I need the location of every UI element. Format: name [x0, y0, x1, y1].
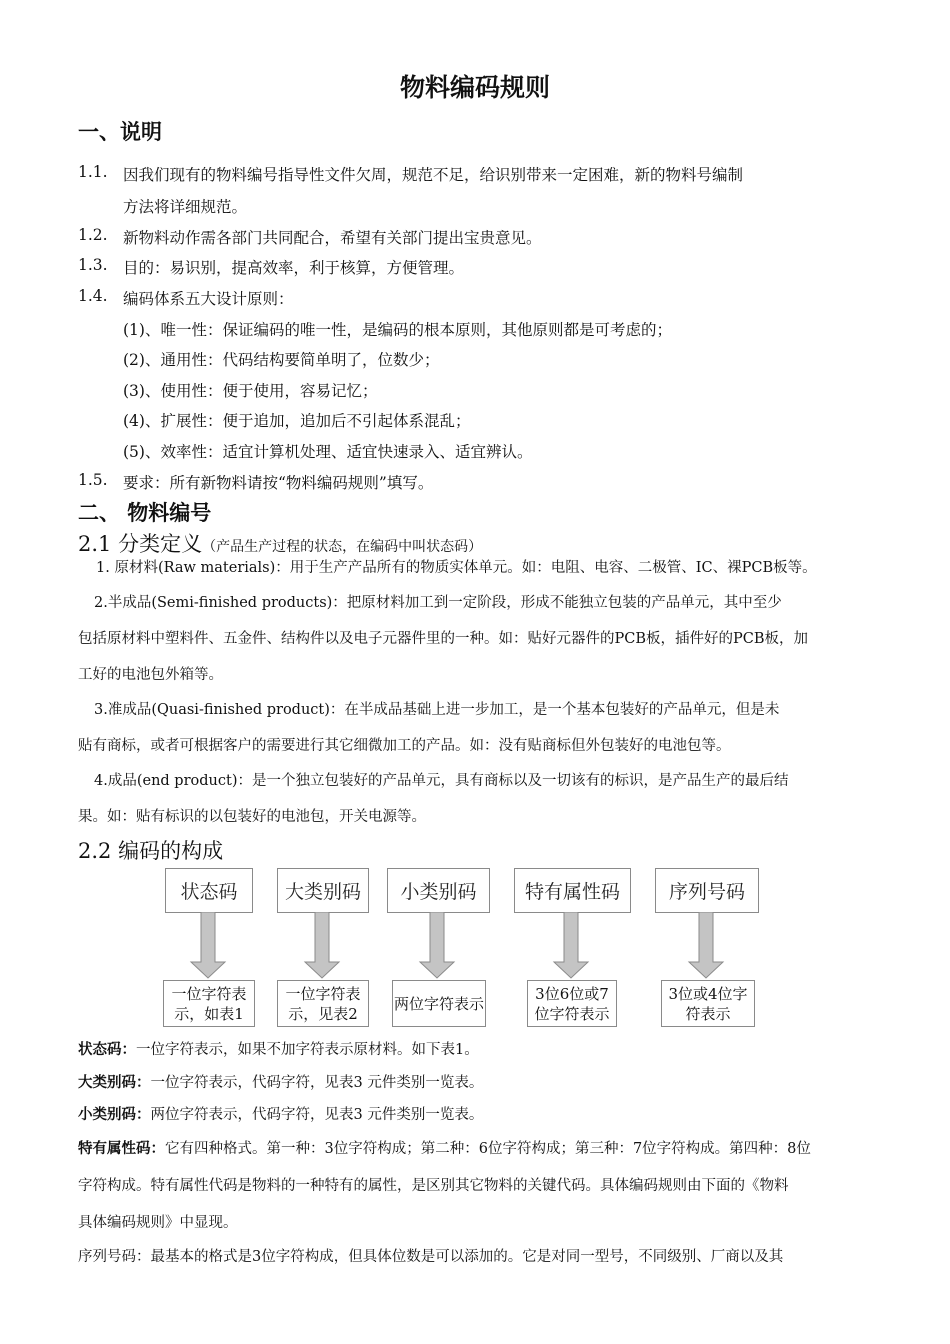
diagram-box-minor-category: 小类别码	[387, 868, 490, 913]
item-1-1-number: 1.1.	[78, 163, 108, 181]
item-1-2-number: 1.2.	[78, 226, 108, 244]
diagram-desc-serial-number: 3位或4位字符表示	[661, 980, 755, 1027]
definition-semi-finished-line3: 工好的电池包外箱等。	[78, 667, 223, 683]
code-attribute-line2: 字符构成。特有属性代码是物料的一种特有的属性，是区别其它物料的关键代码。具体编码规则由下面的《物料	[78, 1178, 789, 1194]
definition-quasi-finished-line2: 贴有商标，或者可根据客户的需要进行其它细微加工的产品。如：没有贴商标但外包装好的电池包等。	[78, 738, 731, 754]
item-1-3-number: 1.3.	[78, 256, 108, 274]
definition-semi-finished-line2: 包括原材料中塑料件、五金件、结构件以及电子元器件里的一种。如：贴好元器件的PCB板，插件好的PCB板，加	[78, 631, 809, 647]
subsection-2-1-note: （产品生产过程的状态，在编码中叫状态码）	[202, 539, 483, 555]
page-title: 物料编码规则	[399, 73, 550, 102]
definition-raw-material: 1. 原材料(Raw materials)：用于生产产品所有的物质实体单元。如：电阻、电容、二极管、IC、裸PCB板等。	[96, 560, 817, 576]
item-1-5-number: 1.5.	[78, 471, 108, 489]
code-status-text: 一位字符表示，如果不加字符表示原材料。如下表1。	[136, 1042, 479, 1058]
code-attribute-line1	[78, 1137, 811, 1158]
code-serial-line1: 序列号码：最基本的格式是3位字符构成，但具体位数是可以添加的。它是对同一型号，不同级别、厂商以及其	[78, 1249, 784, 1265]
definition-end-product-line2: 果。如：贴有标识的以包装好的电池包，开关电源等。	[78, 809, 426, 825]
code-status-label: 状态码：	[78, 1042, 136, 1058]
item-1-4-number: 1.4.	[78, 287, 108, 305]
diagram-arrow-5	[686, 912, 726, 980]
item-1-4-text: 编码体系五大设计原则：	[123, 290, 294, 308]
item-1-3-text: 目的：易识别，提高效率，利于核算，方便管理。	[123, 259, 465, 277]
definition-quasi-finished-line1: 3.准成品(Quasi-finished product)：在半成品基础上进一步加工，是一个基本包装好的产品单元，但是未	[94, 702, 780, 718]
diagram-desc-status-code: 一位字符表示，如表1	[163, 980, 255, 1027]
subsection-2-1-heading	[78, 528, 482, 558]
diagram-arrow-3	[417, 912, 457, 980]
definition-end-product-line1: 4.成品(end product)：是一个独立包装好的产品单元，具有商标以及一切该有的标识，是产品生产的最后结	[94, 773, 789, 789]
principle-2: (2)、通用性：代码结构要简单明了，位数少；	[123, 351, 440, 369]
item-1-5-text: 要求：所有新物料请按“物料编码规则”填写。	[123, 474, 434, 492]
code-major-category-label: 大类别码：	[78, 1075, 151, 1091]
section-2-heading: 二、 物料编号	[78, 501, 212, 525]
code-major-category-text: 一位字符表示，代码字符，见表3 元件类别一览表。	[150, 1075, 484, 1091]
item-1-1-line1: 因我们现有的物料编号指导性文件欠周，规范不足，给识别带来一定困难，新的物料号编制	[123, 166, 744, 184]
code-major-category-description	[78, 1071, 483, 1092]
section-1-heading: 一、说明	[78, 120, 162, 144]
principle-4: (4)、扩展性：便于追加，追加后不引起体系混乱；	[123, 412, 471, 430]
diagram-desc-major-category: 一位字符表示，见表2	[277, 980, 369, 1027]
diagram-desc-minor-category: 两位字符表示	[392, 980, 486, 1027]
item-1-1-line2: 方法将详细规范。	[123, 198, 248, 216]
subsection-2-1-title: 2.1 分类定义	[78, 532, 203, 556]
principle-5: (5)、效率性：适宜计算机处理、适宜快速录入、适宜辨认。	[123, 443, 533, 461]
definition-semi-finished-line1: 2.半成品(Semi-finished products)：把原材料加工到一定阶段，形成不能独立包装的产品单元，其中至少	[94, 595, 782, 611]
code-minor-category-label: 小类别码：	[78, 1107, 151, 1123]
diagram-box-attribute-code: 特有属性码	[514, 868, 631, 913]
code-attribute-line3: 具体编码规则》中显现。	[78, 1215, 238, 1231]
code-status-description	[78, 1038, 479, 1059]
diagram-arrow-1	[188, 912, 228, 980]
subsection-2-2-heading: 2.2 编码的构成	[78, 839, 224, 863]
item-1-2-text: 新物料动作需各部门共同配合，希望有关部门提出宝贵意见。	[123, 229, 542, 247]
diagram-desc-attribute-code: 3位6位或7位字符表示	[527, 980, 617, 1027]
diagram-box-status-code: 状态码	[165, 868, 253, 913]
diagram-box-major-category: 大类别码	[277, 868, 369, 913]
principle-3: (3)、使用性：便于使用，容易记忆；	[123, 382, 378, 400]
code-minor-category-text: 两位字符表示，代码字符，见表3 元件类别一览表。	[150, 1107, 484, 1123]
code-attribute-text: 它有四种格式。第一种：3位字符构成；第二种：6位字符构成；第三种：7位字符构成。第四种：8位	[165, 1141, 811, 1157]
diagram-arrow-2	[302, 912, 342, 980]
diagram-arrow-4	[551, 912, 591, 980]
code-attribute-label: 特有属性码：	[78, 1141, 165, 1157]
code-minor-category-description	[78, 1103, 483, 1124]
diagram-box-serial-number: 序列号码	[655, 868, 759, 913]
principle-1: (1)、唯一性：保证编码的唯一性，是编码的根本原则，其他原则都是可考虑的；	[123, 321, 672, 339]
